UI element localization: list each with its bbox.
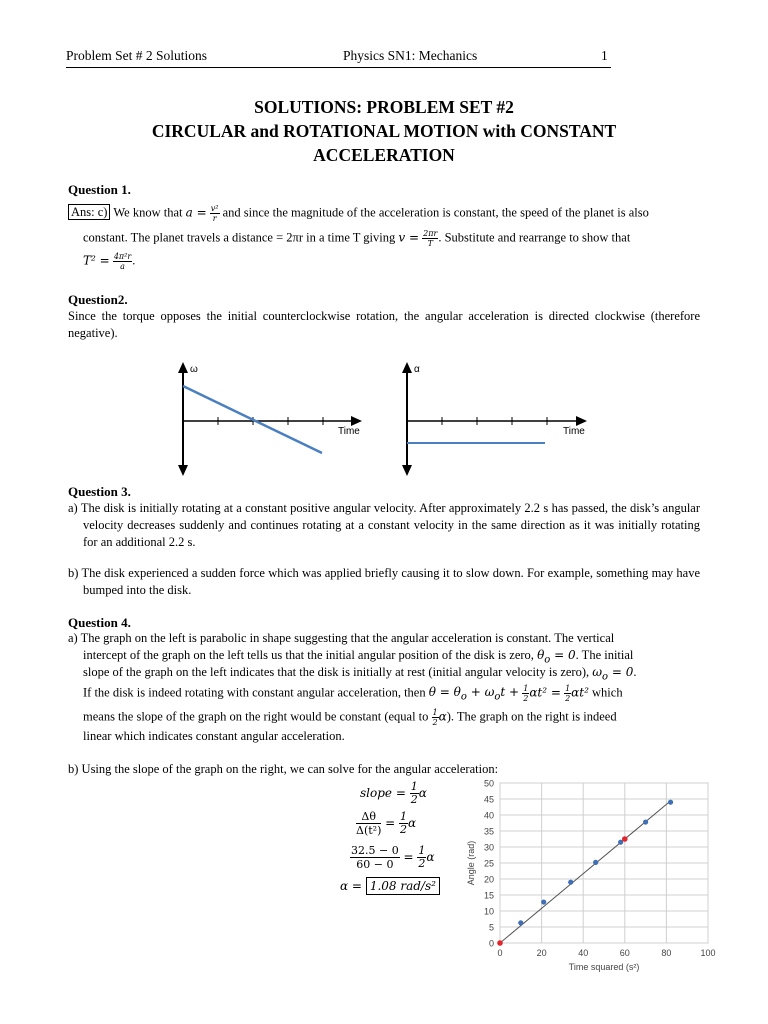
header-center: Physics SN1: Mechanics [343, 48, 478, 63]
q1-text-d: . Substitute and rearrange to show that [438, 230, 631, 245]
q4-a-line-6: linear which indicates constant angular acceleration. [83, 729, 345, 743]
q4-a-line-4-text: If the disk is indeed rotating with constant angular acceleration, then [83, 685, 426, 700]
y-tick-label: 20 [483, 874, 494, 885]
eq-answer-box: 1.08 rad/s² [366, 877, 440, 895]
q1-heading: Question 1. [68, 182, 131, 197]
q2-text: Since the torque opposes the initial counterclockwise rotation, the angular acceleration is directed clockwise (therefore negative). [68, 309, 700, 340]
x-tick-label: 20 [536, 948, 547, 958]
slope-point [497, 940, 503, 946]
q4-a-line-5-text: means the slope of the graph on the right would be constant (equal to [83, 709, 429, 724]
eq-delta: $\frac{\Delta\theta}{\text{Δ(t²)}}$ = $\frac{1}{2}$ α [356, 810, 417, 837]
q4-heading: Question 4. [68, 615, 131, 630]
q4-a-line-2: intercept of the graph on the left tells us that the initial angular position of the disk is zero, $\theta_o = 0$. The initial [83, 648, 634, 666]
q1-line-3: T² = $\frac{\text{4π²r}}{a}$ . [83, 252, 136, 271]
x-tick-label: 60 [619, 948, 630, 958]
alpha-x-label: Time [563, 426, 585, 437]
alpha-graph [395, 360, 595, 480]
omega-y-arrow-down [178, 465, 188, 476]
x-tick-label: 0 [497, 948, 503, 958]
slope-point [622, 836, 628, 842]
eq-alpha-label: α = [340, 879, 362, 893]
data-point [643, 819, 648, 824]
omega-y-label: ω [190, 364, 198, 375]
q4-a-line-3-text: slope of the graph on the left indicates that the disk is initially at rest (initial angular velocity is zero), [83, 665, 590, 679]
alpha-y-arrow-down [402, 465, 412, 476]
data-point [593, 860, 598, 865]
alpha-y-label: α [414, 364, 420, 375]
y-tick-label: 30 [483, 842, 494, 853]
q1-text-b: and since the magnitude of the acceleration is constant, the speed of the planet is also [222, 205, 649, 220]
x-axis-label: Time squared (s²) [568, 962, 640, 972]
q1-text-a: We know that [113, 205, 183, 220]
title-line-3: ACCELERATION [313, 145, 455, 165]
y-tick-label: 50 [483, 778, 494, 789]
alpha-x-arrow [576, 416, 587, 426]
y-axis-label: Angle (rad) [466, 840, 476, 886]
eq-numerator: 32.5 − 0 [351, 844, 399, 857]
title-line-1: SOLUTIONS: PROBLEM SET #2 [254, 97, 514, 117]
omega-line [183, 386, 322, 453]
q3-part-a: a) The disk is initially rotating at a constant positive angular velocity. After approximately 2.2 s has passed, the disk’s angular velocity decreases suddenly and continues rotating at a constant velocity in the same direction as it was initially rotating for an additional 2.2 s. [68, 501, 700, 549]
title-line-2: CIRCULAR and ROTATIONAL MOTION with CONSTANT [151, 121, 617, 141]
q4-a-line-3: slope of the graph on the left indicates that the disk is initially at rest (initial angular velocity is zero), $\omega_o = 0$. [83, 665, 637, 683]
q4-a-line-1: a) The graph on the left is parabolic in shape suggesting that the angular acceleration is constant. The vertical [68, 631, 615, 645]
q4-a-line-4-end: which [592, 685, 623, 700]
data-point [568, 880, 573, 885]
y-tick-label: 45 [483, 794, 494, 805]
y-tick-label: 10 [483, 906, 494, 917]
eq-result [340, 879, 440, 893]
header-page-number: 1 [601, 48, 608, 63]
x-tick-label: 100 [700, 948, 716, 958]
data-point [541, 899, 546, 904]
omega-x-arrow [351, 416, 362, 426]
eq-slope: slope = $\frac{1}{2}$ α [360, 780, 427, 806]
y-tick-label: 25 [483, 858, 494, 869]
q4-part-b: b) Using the slope of the graph on the right, we can solve for the angular acceleration: [68, 762, 499, 776]
q3-heading: Question 3. [68, 484, 131, 499]
x-tick-label: 40 [578, 948, 589, 958]
data-point [518, 920, 523, 925]
q1-text-c: constant. The planet travels a distance = 2πr in a time T giving [83, 230, 396, 245]
angle-vs-time-squared-chart [462, 776, 722, 981]
q3-part-b: b) The disk experienced a sudden force which was applied briefly causing it to slow down. For example, something may have bumped into the disk. [68, 566, 700, 597]
q1-answer-box: Ans: c) [68, 204, 110, 220]
eq-denominator: 60 − 0 [356, 858, 394, 871]
x-tick-label: 80 [661, 948, 672, 958]
header-rule [66, 67, 611, 68]
y-tick-label: 40 [483, 810, 494, 821]
y-tick-label: 15 [483, 890, 494, 901]
q4-a-line-5: means the slope of the graph on the right would be constant (equal to $\frac{1}{2}$ α). The graph on the right is indeed [83, 708, 617, 727]
y-tick-label: 5 [488, 922, 494, 933]
y-tick-label: 0 [488, 938, 494, 949]
q4-a-line-2-text: intercept of the graph on the left tells us that the initial angular position of the disk is zero, [83, 648, 534, 662]
q1-line-2: constant. The planet travels a distance = 2πr in a time T giving v = $\frac{2\pi r}{T}$ . Substitute and rearrange to show that [83, 229, 631, 248]
q1-line-1: Ans: c) We know that a = $\frac{\text{v²}}{r}$ and since the magnitude of the acceleration is constant, the speed of the planet is also [68, 204, 649, 223]
data-point [668, 800, 673, 805]
omega-y-arrow-up [178, 362, 188, 373]
eq-values: $\frac{32.5 - 0}{60 - 0}$ = $\frac{1}{2}$ α [351, 844, 435, 871]
omega-x-label: Time [338, 426, 360, 437]
y-tick-label: 35 [483, 826, 494, 837]
q2-heading: Question2. [68, 292, 128, 307]
q4-a-line-2-end: . The initial [575, 648, 634, 662]
header-left: Problem Set # 2 Solutions [66, 48, 208, 63]
q4-a-line-5-end: ). The graph on the right is indeed [446, 709, 617, 724]
omega-graph [170, 360, 370, 480]
alpha-y-arrow-up [402, 362, 412, 373]
eq-slope-label: slope = [360, 786, 406, 800]
q4-a-line-4: If the disk is indeed rotating with constant angular acceleration, then $\theta = \theta_o + \omega_ot$ + $\frac{1}{2}$ αt² = $\frac{1}{2}$ αt² which [83, 684, 623, 703]
